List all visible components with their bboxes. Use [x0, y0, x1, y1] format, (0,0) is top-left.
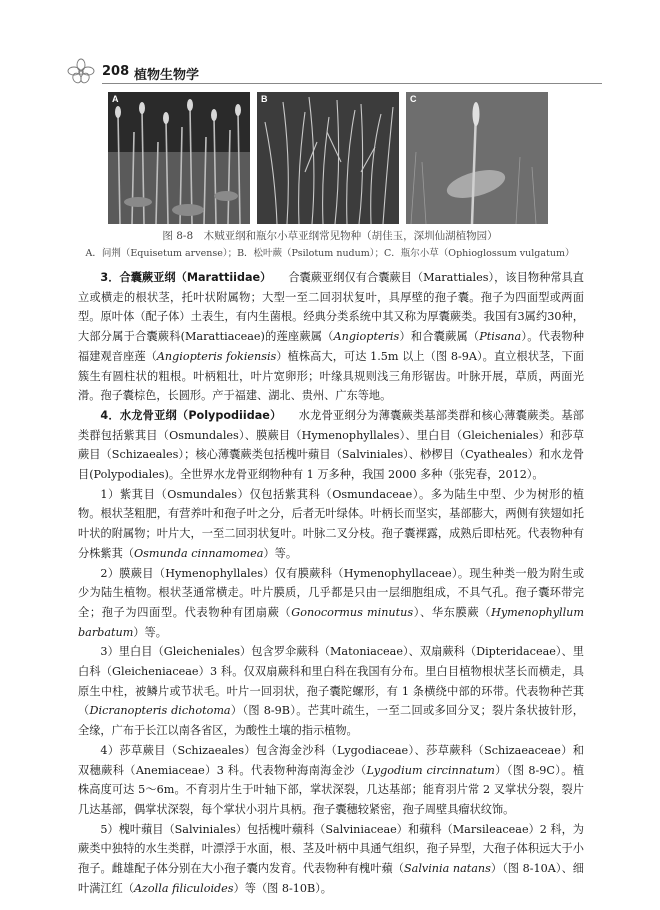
section-4-heading: 4．水龙骨亚纲（Polypodiidae）: [100, 408, 276, 422]
flower-ornament-icon: [64, 58, 98, 84]
section-3-heading: 3．合囊蕨亚纲（Marattiidae）: [100, 271, 266, 284]
species-name: Gonocormus minutus: [291, 605, 414, 619]
figure-8-8: [108, 92, 548, 224]
panel-label-c: C: [410, 94, 417, 104]
photo-adders-tongue: [406, 92, 548, 224]
osmundales-paragraph: 1）紫萁目（Osmundales）仅包括紫萁科（Osmundaceae）。多为陆生中型、少为树形的植物。根状茎粗肥，有营养叶和孢子叶之分，后者无叶绿体。叶柄长而坚实，基部膨大，两侧有狭翅如托叶状的附属物；叶片大，一至二回羽状复叶。叶脉二叉分枝。孢子囊裸露，成熟后即枯死。代表物种有分株紫萁（Osmunda cinnamomea）等。: [78, 487, 584, 560]
genus-name: Angiopteris: [333, 330, 400, 344]
hymenophyllales-paragraph: 2）膜蕨目（Hymenophyllales）仅有膜蕨科（Hymenophyllaceae）。现生种类一般为附生或少为陆生植物。根状茎通常横走。叶片膜质，几乎都是只由一层细胞组成，不具气孔。孢子囊环带完全；孢子为四面型。代表物种有团扇蕨（Gonocormus minutus）、华东膜蕨（Hymenophyllum barbatum）等。: [78, 566, 584, 639]
panel-label-b: B: [261, 94, 268, 104]
header-rule: [102, 83, 602, 84]
species-name: Lygodium circinnatum: [366, 763, 495, 777]
species-name: Hymenophyllum barbatum: [78, 605, 584, 639]
photo-horsetail: [108, 92, 250, 224]
genus-name: Ptisana: [479, 330, 522, 344]
section-3-paragraph: 3．合囊蕨亚纲（Marattiidae） 合囊蕨亚纲仅有合囊蕨目（Marattiales），该目物种常具直立或横走的根状茎，托叶状附属物；大型一至二回羽状复叶，具厚壁的孢子囊。孢子为四面型或两面型。原叶体（配子体）土表生，有内生菌根。经典分类系统中其又称为厚囊蕨类。我国有3属约30种，大部分属于合囊蕨科(Marattiaceae)的莲座蕨属（Angiopteris）和合囊蕨属（Ptisana）。代表物种福建观音座莲（Angiopteris fokiensis）植株高大，可达 1.5m 以上（图 8-9A）。直立根状茎，下面簇生有圆柱状的粗根。叶柄粗壮，叶片宽卵形；叶缘具规则浅三角形锯齿。叶脉开展，草质，两面光滑。孢子囊棕色，长圆形。产于福建、湖北、贵州、广东等地。: [78, 271, 584, 403]
species-name: Salvinia natans: [404, 862, 491, 876]
species-name: Angiopteris fokiensis: [156, 349, 277, 363]
panel-label-a: A: [112, 94, 119, 104]
body-text: [78, 268, 584, 899]
book-title: 植物生物学: [134, 68, 200, 83]
page-number: 208: [102, 64, 130, 79]
species-name: Osmunda cinnamomea: [133, 546, 264, 560]
species-name: Dicranopteris dichotoma: [89, 704, 231, 718]
figure-caption-detail: A．问荆（Equisetum arvense）；B．松叶蕨（Psilotum nudum）；C．瓶尔小草（Ophioglossum vulgatum）: [85, 248, 575, 259]
species-name: Azolla filiculoides: [133, 881, 234, 895]
page-header: [64, 58, 604, 84]
section-4-paragraph: 4．水龙骨亚纲（Polypodiidae） 水龙骨亚纲分为薄囊蕨类基部类群和核心薄囊蕨类。基部类群包括紫萁目（Osmundales）、膜蕨目（Hymenophyllales）、里白目（Gleicheniales）和莎草蕨目（Schizaeales）；核心薄囊蕨类包括槐叶蘋目（Salviniales）、桫椤目（Cyatheales）和水龙骨目(Polypodiales)。全世界水龙骨亚纲物种有 1 万多种，我国 2000 多种（张宪春，2012）。: [78, 408, 584, 482]
figure-caption-title: 图 8-8 木贼亚纲和瓶尔小草亚纲常见物种（胡佳玉，深圳仙湖植物园）: [162, 230, 498, 242]
gleicheniales-paragraph: 3）里白目（Gleicheniales）包含罗伞蕨科（Matoniaceae）、双扇蕨科（Dipteridaceae）、里白科（Gleicheniaceae）3 科。仅双扇蕨科和里白科在我国有分布。里白目植物根状茎长而横走，具原生中柱，被鳞片或节状毛。叶片一回羽状，孢子囊陀螺形，有 1 条横绕中部的环带。代表物种芒萁（Dicranopteris dichotoma）（图 8-9B）。芒萁叶疏生，一至二回或多回分叉；裂片条状披针形，全缘，广布于长江以南各省区，为酸性土壤的指示植物。: [78, 645, 584, 738]
photo-whisk-fern: [257, 92, 399, 224]
salviniales-paragraph: 5）槐叶蘋目（Salviniales）包括槐叶蘋科（Salviniaceae）和蘋科（Marsileaceae）2 科，为蕨类中独特的水生类群，叶漂浮于水面，根、茎及叶柄中具通气组织，孢子异型，大孢子体积远大于小孢子。雌雄配子体分别在大小孢子囊内发育。代表物种有槐叶蘋（Salvinia natans）（图 8-10A）、细叶满江红（Azolla filiculoides）等（图 8-10B）。: [78, 822, 584, 895]
schizaeales-paragraph: 4）莎草蕨目（Schizaeales）包含海金沙科（Lygodiaceae）、莎草蕨科（Schizaeaceae）和双穗蕨科（Anemiaceae）3 科。代表物种海南海金沙（Lygodium circinnatum）（图 8-9C）。植株高度可达 5～6m。不育羽片生于叶轴下部，掌状深裂，几达基部；能育羽片常 2 叉掌状分裂，裂片几达基部，偶掌状深裂，每个掌状小羽片具柄。孢子囊穗较紧密，孢子周壁具瘤状纹饰。: [78, 743, 585, 816]
